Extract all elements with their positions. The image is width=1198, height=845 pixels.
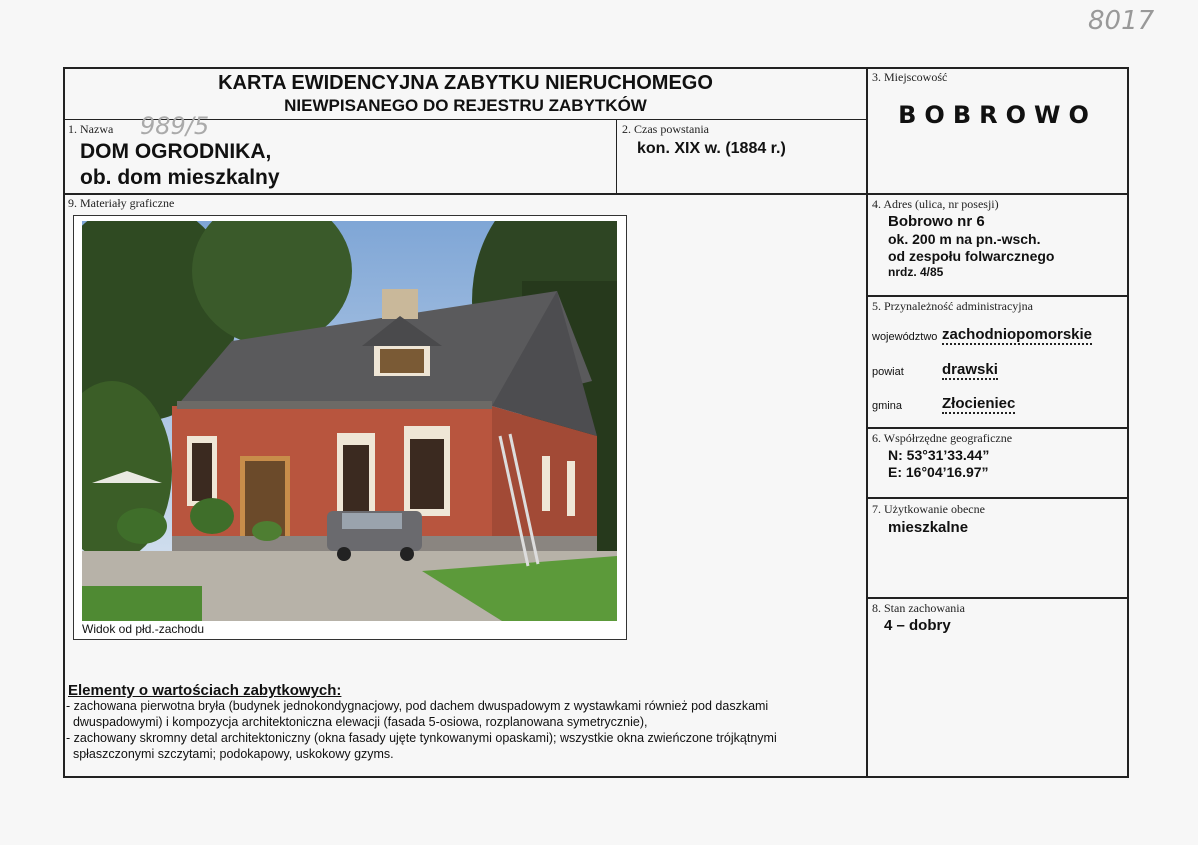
- address-line3: od zespołu folwarcznego: [888, 248, 1055, 264]
- frame-left: [63, 67, 65, 778]
- location-label: 3. Miejscowość: [872, 70, 948, 84]
- frame-bottom: [63, 776, 1129, 778]
- right-div-1: [866, 295, 1129, 297]
- graphics-label: 9. Materiały graficzne: [68, 196, 175, 210]
- handwritten-reference: 989/5: [140, 112, 210, 140]
- usage-value: mieszkalne: [888, 519, 969, 536]
- county-label: powiat: [872, 366, 904, 378]
- county-value: drawski: [942, 361, 998, 378]
- archive-number: 8017: [1088, 6, 1155, 36]
- time-label: 2. Czas powstania: [622, 122, 709, 136]
- condition-label: 8. Stan zachowania: [872, 601, 965, 615]
- commune-label: gmina: [872, 400, 902, 412]
- commune-value: Złocieniec: [942, 395, 1016, 412]
- name-line2: ob. dom mieszkalny: [80, 166, 280, 189]
- frame-right: [1127, 67, 1129, 778]
- frame-top: [63, 67, 1129, 69]
- right-div-2: [866, 427, 1129, 429]
- usage-label: 7. Użytkowanie obecne: [872, 502, 985, 516]
- elements-heading: Elementy o wartościach zabytkowych:: [68, 682, 342, 699]
- address-label: 4. Adres (ulica, nr posesji): [872, 197, 999, 211]
- elements-line2: dwuspadowymi) i kompozycja architektoniczna elewacji (fasada 5-osiowa, rozplanowana symetrycznie),: [66, 715, 648, 729]
- photo-caption: Widok od płd.-zachodu: [82, 622, 205, 636]
- card-title-line2: NIEWPISANEGO DO REJESTRU ZABYTKÓW: [284, 96, 647, 115]
- time-value: kon. XIX w. (1884 r.): [637, 140, 786, 157]
- name-row-divider: [63, 193, 1129, 195]
- name-time-divider: [616, 119, 617, 194]
- coords-east: E: 16°04’16.97”: [888, 464, 989, 480]
- name-label: 1. Nazwa: [68, 122, 114, 136]
- elements-line3: - zachowany skromny detal architektoniczny (okna fasady ujęte tynkowanymi opaskami); wszystkie okna zwieńczone trójkątnymi: [66, 731, 777, 745]
- address-line2: ok. 200 m na pn.-wsch.: [888, 231, 1041, 247]
- name-line1: DOM OGRODNIKA,: [80, 140, 272, 163]
- elements-line1: - zachowana pierwotna bryła (budynek jednokondygnacjowy, pod dachem dwuspadowym z wystawkami również pod daszkami: [66, 699, 769, 713]
- location-value: BOBROWO: [898, 101, 1097, 129]
- column-divider: [866, 67, 868, 778]
- condition-value: 4 – dobry: [884, 617, 951, 634]
- right-div-4: [866, 597, 1129, 599]
- coords-label: 6. Współrzędne geograficzne: [872, 431, 1013, 445]
- voivodeship-label: województwo: [872, 331, 938, 343]
- address-line1: Bobrowo nr 6: [888, 213, 985, 230]
- voivodeship-value: zachodniopomorskie: [942, 326, 1093, 343]
- card-title-line1: KARTA EWIDENCYJNA ZABYTKU NIERUCHOMEGO: [218, 72, 713, 94]
- coords-north: N: 53°31’33.44”: [888, 447, 990, 463]
- building-photo: [82, 221, 617, 621]
- right-div-3: [866, 497, 1129, 499]
- elements-line4: spłaszczonymi szczytami; podokapowy, uskokowy gzyms.: [66, 747, 394, 761]
- address-line4: nrdz. 4/85: [888, 265, 944, 279]
- admin-label: 5. Przynależność administracyjna: [872, 299, 1033, 313]
